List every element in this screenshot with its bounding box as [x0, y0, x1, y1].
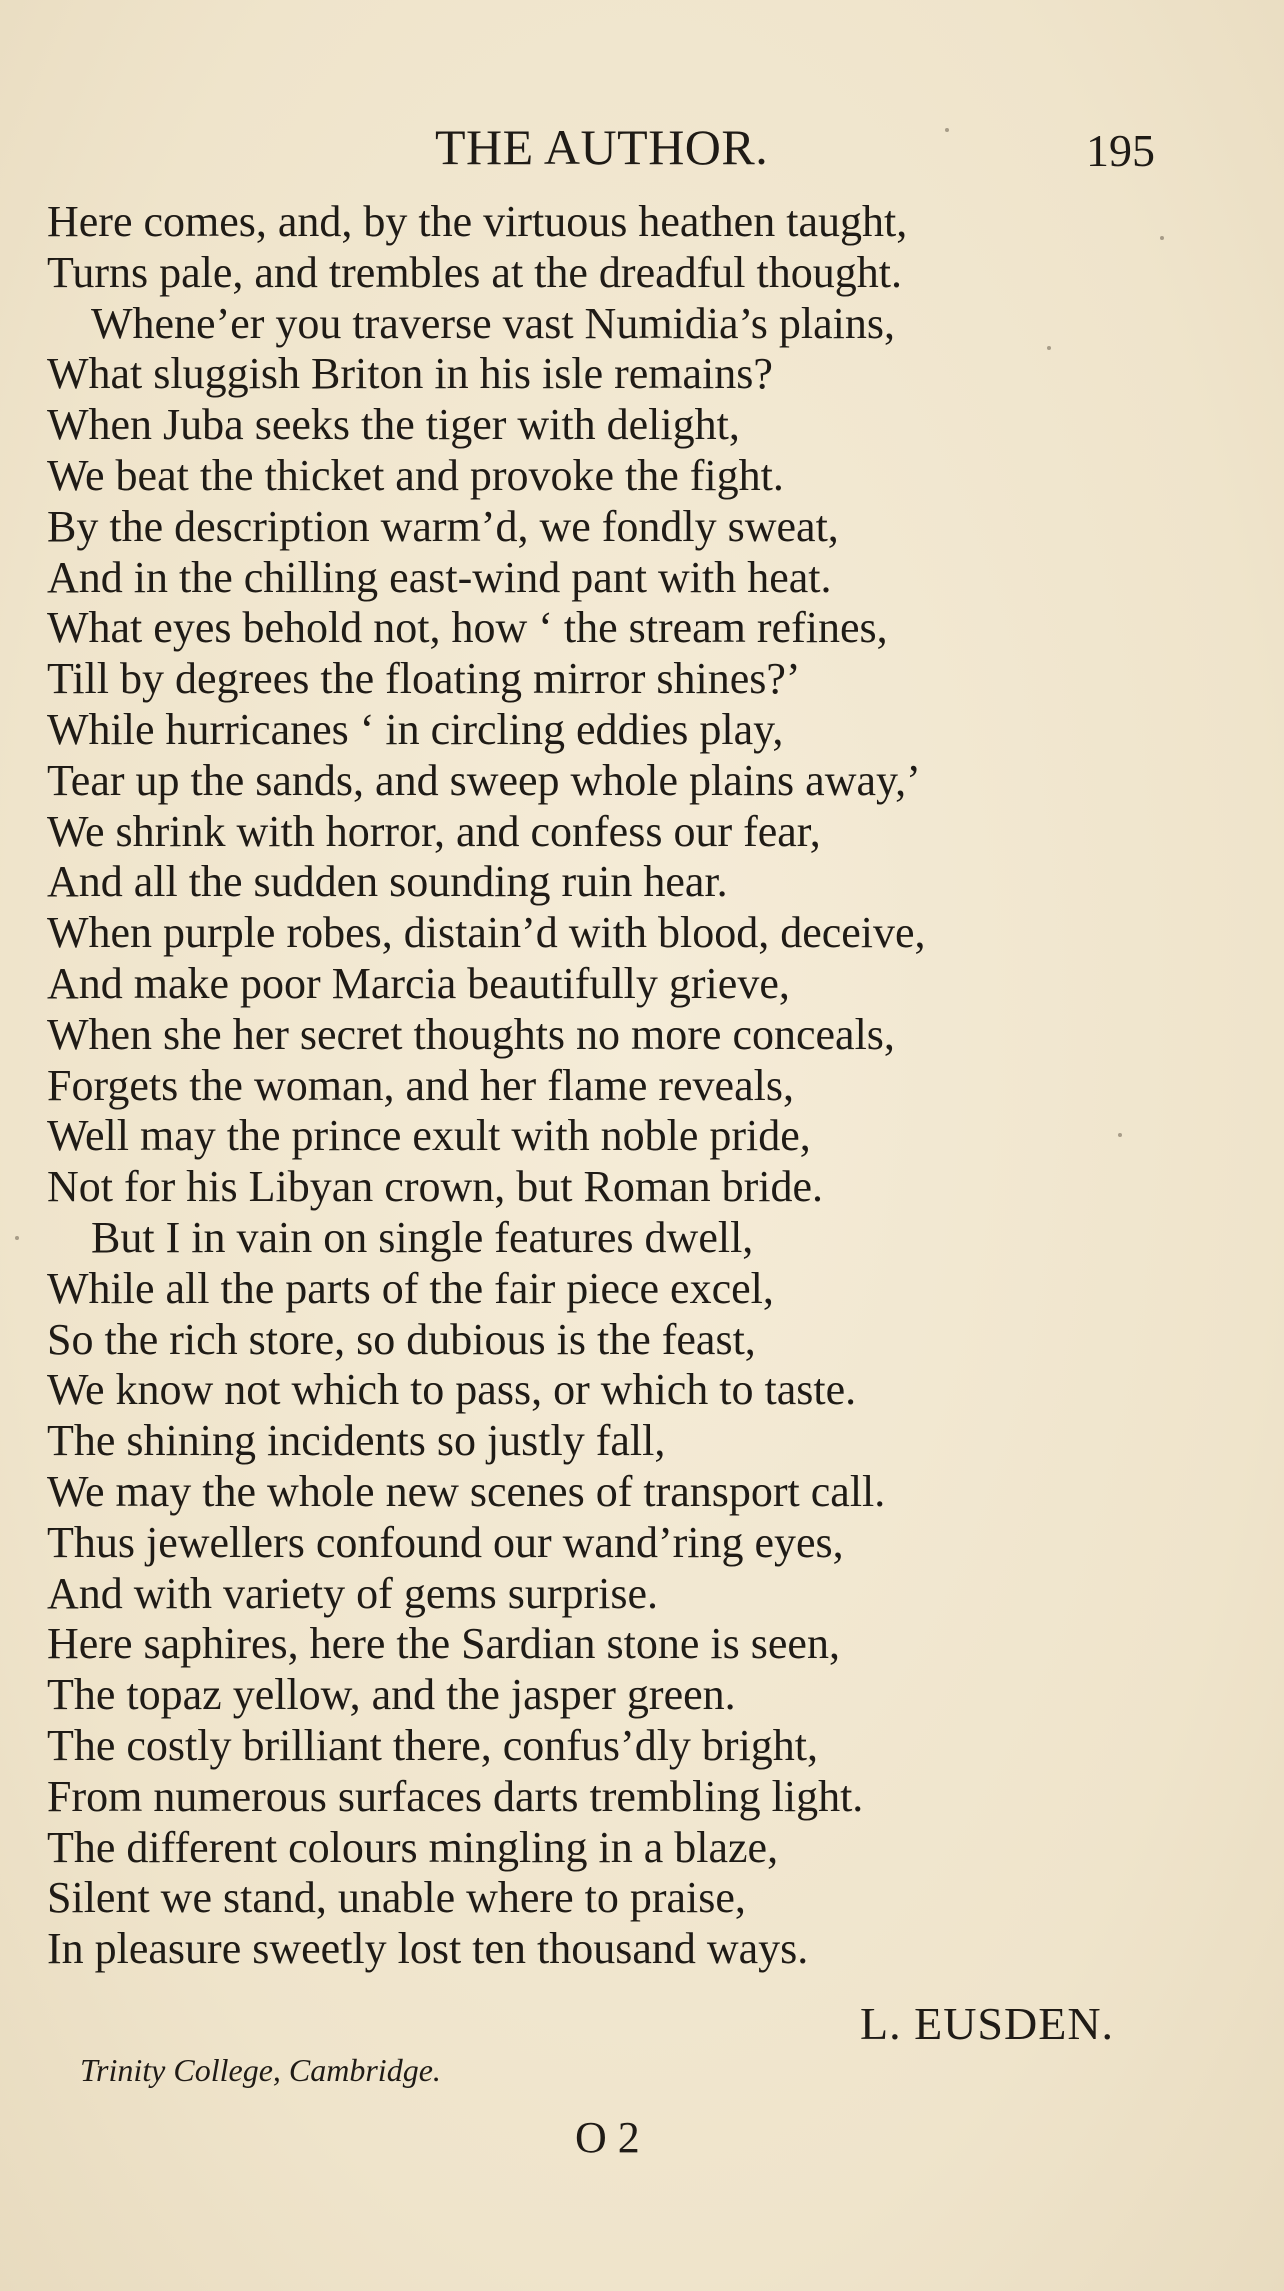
poem-line: When purple robes, distain’d with blood, deceive, [47, 908, 926, 958]
poem-line: Thus jewellers confound our wand’ring eyes, [47, 1517, 844, 1567]
poem-line: When Juba seeks the tiger with delight, [47, 400, 740, 450]
poem-line: The different colours mingling in a blaze, [47, 1822, 779, 1872]
poem-line: Turns pale, and trembles at the dreadful thought. [47, 247, 902, 297]
poem-line: Till by degrees the floating mirror shines?’ [47, 654, 801, 704]
printer-signature-mark: O 2 [575, 2113, 640, 2162]
poem-line: From numerous surfaces darts trembling light. [47, 1771, 864, 1821]
poem-line: When she her secret thoughts no more conceals, [47, 1009, 895, 1059]
poem-line: The costly brilliant there, confus’dly bright, [47, 1720, 819, 1770]
poem-line: The shining incidents so justly fall, [47, 1416, 666, 1466]
paper-speck [945, 128, 949, 132]
poem-line: And all the sudden sounding ruin hear. [47, 857, 728, 907]
poem-line: And in the chilling east-wind pant with heat. [47, 552, 832, 602]
paper-speck [15, 1236, 19, 1240]
poem-line: Not for his Libyan crown, but Roman bride. [47, 1162, 823, 1212]
poem-line: And with variety of gems surprise. [47, 1568, 658, 1618]
poem-line: Whene’er you traverse vast Numidia’s plains, [91, 298, 895, 348]
poem-line: Tear up the sands, and sweep whole plains away,’ [47, 755, 921, 805]
poem-line: Silent we stand, unable where to praise, [47, 1873, 746, 1923]
poem-text [47, 197, 1207, 1975]
poem-line: What sluggish Briton in his isle remains? [47, 349, 773, 399]
paper-speck [1047, 346, 1051, 350]
poem-line: And make poor Marcia beautifully grieve, [47, 958, 790, 1008]
poem-line: Forgets the woman, and her flame reveals, [47, 1060, 794, 1110]
poem-line: By the description warm’d, we fondly sweat, [47, 501, 839, 551]
poem-line: We know not which to pass, or which to taste. [47, 1365, 857, 1415]
poem-line: We beat the thicket and provoke the fight. [47, 450, 784, 500]
poem-line: What eyes behold not, how ‘ the stream refines, [47, 603, 888, 653]
page-number: 195 [1086, 125, 1155, 176]
poem-line: While hurricanes ‘ in circling eddies play, [47, 704, 784, 754]
author-signature: L. EUSDEN. [860, 1998, 1115, 2049]
poem-line: While all the parts of the fair piece excel, [47, 1263, 774, 1313]
poem-line: Here comes, and, by the virtuous heathen taught, [47, 197, 908, 246]
poem-line: Here saphires, here the Sardian stone is seen, [47, 1619, 840, 1669]
paper-speck [1160, 236, 1164, 240]
author-affiliation: Trinity College, Cambridge. [80, 2052, 441, 2088]
poem-line: The topaz yellow, and the jasper green. [47, 1670, 736, 1720]
poem-line: We may the whole new scenes of transport call. [47, 1466, 886, 1516]
poem-line: But I in vain on single features dwell, [91, 1212, 754, 1262]
poem-line: In pleasure sweetly lost ten thousand ways. [47, 1924, 809, 1974]
running-title: THE AUTHOR. [435, 119, 769, 175]
paper-speck [1118, 1133, 1122, 1137]
running-head [0, 118, 1284, 178]
poem-line: We shrink with horror, and confess our fear, [47, 806, 821, 856]
poem-line: Well may the prince exult with noble pride, [47, 1111, 811, 1161]
poem-line: So the rich store, so dubious is the feast, [47, 1314, 756, 1364]
